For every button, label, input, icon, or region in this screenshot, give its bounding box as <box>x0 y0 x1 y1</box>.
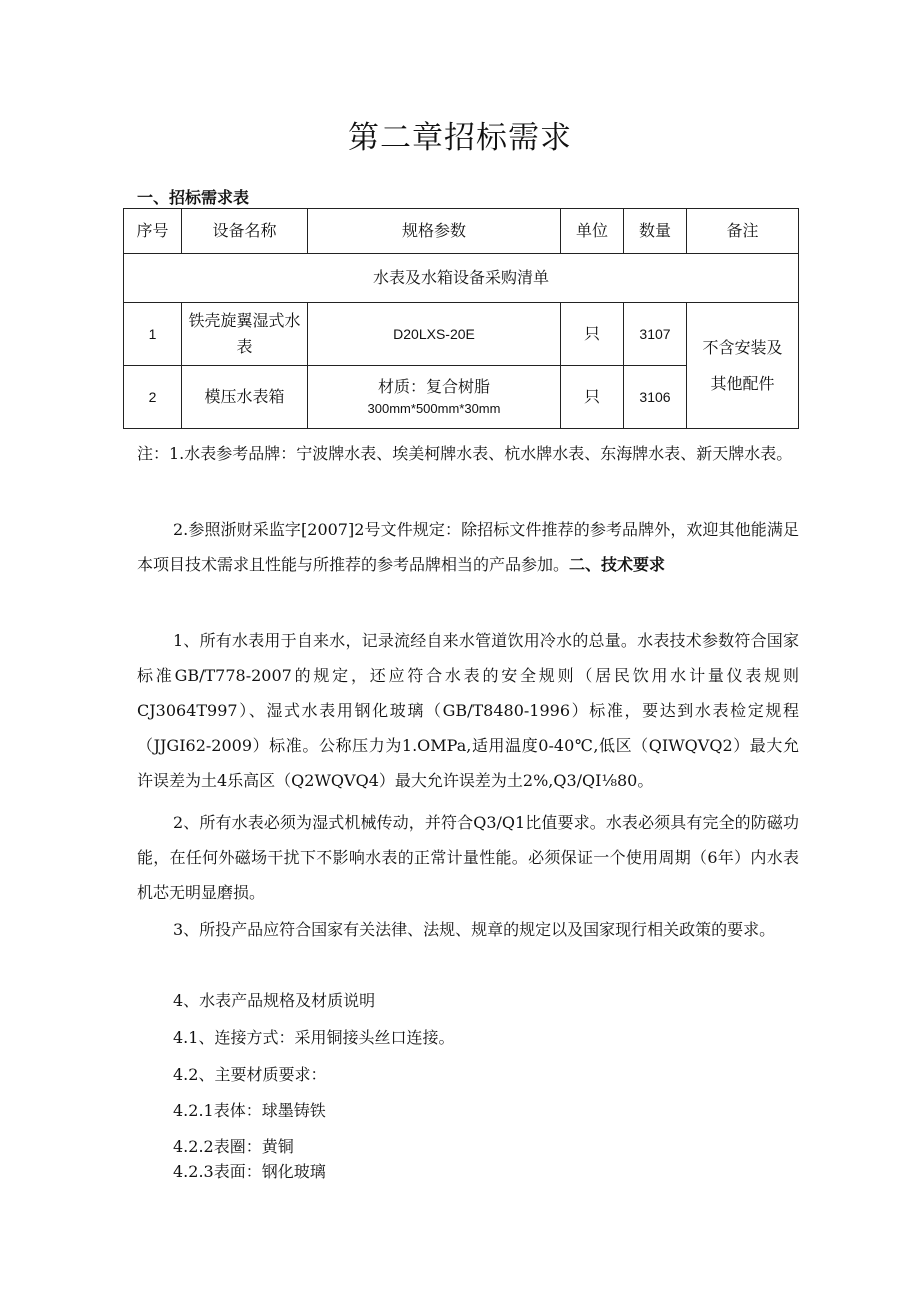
paragraph-1: 1、所有水表用于自来水，记录流经自来水管道饮用冷水的总量。水表技术参数符合国家标准GB/T778-2007的规定，还应符合水表的安全规则（居民饮用水计量仪表规则CJ3064T997）、湿式水表用钢化玻璃（GB/T8480-1996）标准，要达到水表检定规程（JJGI62-2009）标准。公称压力为1.OMPa,适用温度0-40℃,低区（QIWQVQ2）最大允许误差为土4乐高区（Q2WQVQ4）最大允许误差为土2%,Q3∕QI⅛80。 <box>137 631 799 790</box>
device-name-cell: 铁壳旋翼湿式水表 <box>182 303 308 366</box>
section-heading-technical-requirements: 二、技术要求 <box>569 555 666 574</box>
header-cell: 设备名称 <box>182 209 308 254</box>
item-4-1: 4.1、连接方式：采用铜接头丝口连接。 <box>173 1028 455 1047</box>
item-4: 4、水表产品规格及材质说明 <box>173 991 376 1010</box>
item-4-2-3: 4.2.3表面：钢化玻璃 <box>173 1162 326 1181</box>
table-header-row <box>124 209 799 254</box>
device-name-cell: 模压水表箱 <box>182 366 308 429</box>
quantity-cell: 3106 <box>624 366 687 429</box>
header-cell: 单位 <box>561 209 624 254</box>
header-cell: 备注 <box>687 209 799 254</box>
spec-cell <box>308 366 561 429</box>
remark-cell <box>687 303 799 429</box>
remark-text: 不含安装及其他配件 <box>702 337 783 393</box>
item-4-2-2: 4.2.2表圈：黄铜 <box>173 1137 294 1156</box>
item-4-2: 4.2、主要材质要求： <box>173 1065 327 1084</box>
unit-cell: 只 <box>561 303 624 366</box>
row-number-cell: 2 <box>124 366 182 429</box>
paragraph-3: 3、所投产品应符合国家有关法律、法规、规章的规定以及国家现行相关政策的要求。 <box>173 920 776 939</box>
paragraph-2: 2、所有水表必须为湿式机械传动，并符合Q3/Q1比值要求。水表必须具有完全的防磁功能，在任何外磁场干扰下不影响水表的正常计量性能。必须保证一个使用周期（6年）内水表机芯无明显磨损。 <box>137 813 799 902</box>
header-cell: 序号 <box>124 209 182 254</box>
spec-cell: D20LXS-20E <box>308 303 561 366</box>
spec-dimensions: 300mm*500mm*30mm <box>367 401 501 416</box>
header-cell: 数量 <box>624 209 687 254</box>
note-2 <box>137 512 799 582</box>
item-4-2-1: 4.2.1表体：球墨铸铁 <box>173 1101 326 1120</box>
unit-cell: 只 <box>561 366 624 429</box>
spec-material: 材质：复合树脂 <box>377 377 490 396</box>
table-row <box>124 303 799 366</box>
requirements-table <box>123 208 799 429</box>
header-cell: 规格参数 <box>308 209 561 254</box>
section-heading-requirements-table: 一、招标需求表 <box>137 188 250 207</box>
group-title-cell: 水表及水箱设备采购清单 <box>124 254 799 303</box>
table-group-row <box>124 254 799 303</box>
row-number-cell: 1 <box>124 303 182 366</box>
quantity-cell: 3107 <box>624 303 687 366</box>
note-1: 注：1.水表参考品牌：宁波牌水表、埃美柯牌水表、杭水牌水表、东海牌水表、新天牌水表。 <box>137 444 793 463</box>
page-title: 第二章招标需求 <box>348 120 572 156</box>
note-2-text: 2.参照浙财采监字[2007]2号文件规定：除招标文件推荐的参考品牌外，欢迎其他能满足本项目技术需求且性能与所推荐的参考品牌相当的产品参加。 <box>137 520 799 574</box>
